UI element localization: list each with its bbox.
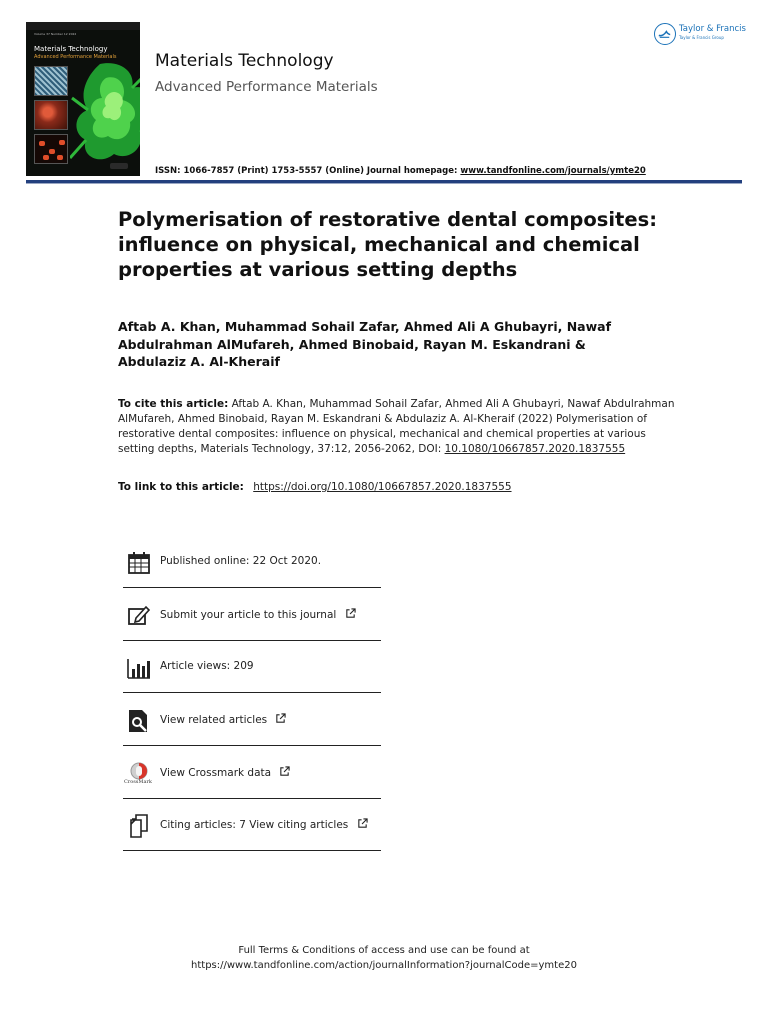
- article-views: Article views: 209: [160, 660, 254, 672]
- crossmark-badge-text: CrossMark: [124, 779, 152, 785]
- submit-article-row[interactable]: [123, 589, 381, 641]
- related-articles-link[interactable]: View related articles: [160, 714, 268, 726]
- cover-issue-line: Volume 37 Number 12 2022: [34, 32, 77, 36]
- crossmark-icon: [124, 762, 152, 786]
- edit-icon: [127, 604, 151, 628]
- cite-text: Aftab A. Khan, Muhammad Sohail Zafar, Ahmed Ali A Ghubayri, Nawaf Abdulrahman AlMufareh, Ahmed Binobaid, Rayan M. Eskandrani & Abdulaziz A. Al-Kheraif (2022) Polymerisation of restorative dental composites: influence on physical, mechanical and chemical properties at various setting depths, Materials Technology, 37:12, 2056-2062, DOI:: [118, 398, 675, 455]
- cover-artwork: [70, 58, 140, 168]
- article-link-line: [118, 481, 512, 493]
- external-link-icon: [275, 713, 286, 724]
- terms-link[interactable]: https://www.tandfonline.com/action/journalInformation?journalCode=ymte20: [191, 960, 577, 971]
- cite-doi-link[interactable]: 10.1080/10667857.2020.1837555: [444, 443, 626, 455]
- journal-homepage-link[interactable]: www.tandfonline.com/journals/ymte20: [460, 166, 646, 176]
- article-title: Polymerisation of restorative dental composites: influence on physical, mechanical and chemical properties at various setting depths: [118, 208, 658, 281]
- citation-block: [118, 397, 678, 457]
- related-articles-row[interactable]: [123, 694, 381, 746]
- article-doi-link[interactable]: https://doi.org/10.1080/10667857.2020.1837555: [253, 481, 512, 493]
- header-divider-thin: [26, 183, 742, 184]
- article-authors: Aftab A. Khan, Muhammad Sohail Zafar, Ahmed Ali A Ghubayri, Nawaf Abdulrahman AlMufareh, Ahmed Binobaid, Rayan M. Eskandrani & Abdulaziz A. Al-Kheraif: [118, 319, 612, 369]
- external-link-icon: [357, 818, 368, 829]
- external-link-icon: [279, 766, 290, 777]
- bar-chart-icon: [127, 656, 151, 680]
- journal-subtitle: Advanced Performance Materials: [155, 79, 378, 95]
- article-views-row: [123, 641, 381, 693]
- journal-name: Materials Technology: [155, 51, 334, 71]
- row-divider: [123, 745, 381, 746]
- crossmark-link[interactable]: View Crossmark data: [160, 767, 272, 779]
- calendar-icon: [127, 551, 151, 575]
- publisher-group: Taylor & Francis Group: [679, 35, 724, 40]
- issn-text: ISSN: 1066-7857 (Print) 1753-5557 (Online) Journal homepage:: [155, 166, 458, 176]
- citing-articles-row[interactable]: [123, 799, 381, 851]
- journal-cover-image: [26, 22, 140, 176]
- cover-title: Materials Technology: [34, 45, 108, 53]
- published-row: [123, 536, 381, 588]
- taylor-francis-logo[interactable]: [654, 22, 754, 48]
- cover-publisher-logo: [110, 163, 128, 169]
- issn-line: [155, 166, 646, 176]
- search-document-icon: [127, 709, 151, 733]
- copy-documents-icon: [127, 814, 151, 838]
- tf-logo-icon: [654, 23, 676, 45]
- submit-article-link[interactable]: Submit your article to this journal: [160, 609, 337, 621]
- row-divider: [123, 850, 381, 851]
- link-label: To link to this article:: [118, 481, 244, 493]
- cite-label: To cite this article:: [118, 398, 229, 410]
- cover-thumbnail-2: [34, 100, 68, 130]
- external-link-icon: [345, 608, 356, 619]
- cover-subtitle: Advanced Performance Materials: [34, 54, 117, 60]
- terms-line-1: Full Terms & Conditions of access and use can be found at: [238, 945, 530, 956]
- cover-thumbnail-3: [34, 134, 68, 164]
- terms-footer: [0, 943, 768, 973]
- published-date: Published online: 22 Oct 2020.: [160, 555, 322, 567]
- publisher-name: Taylor & Francis: [679, 24, 746, 34]
- row-divider: [123, 692, 381, 693]
- crossmark-row[interactable]: [123, 747, 381, 799]
- citing-articles-link[interactable]: Citing articles: 7 View citing articles: [160, 819, 349, 831]
- row-divider: [123, 587, 381, 588]
- cover-top-bar: [26, 22, 140, 30]
- cover-thumbnail-1: [34, 66, 68, 96]
